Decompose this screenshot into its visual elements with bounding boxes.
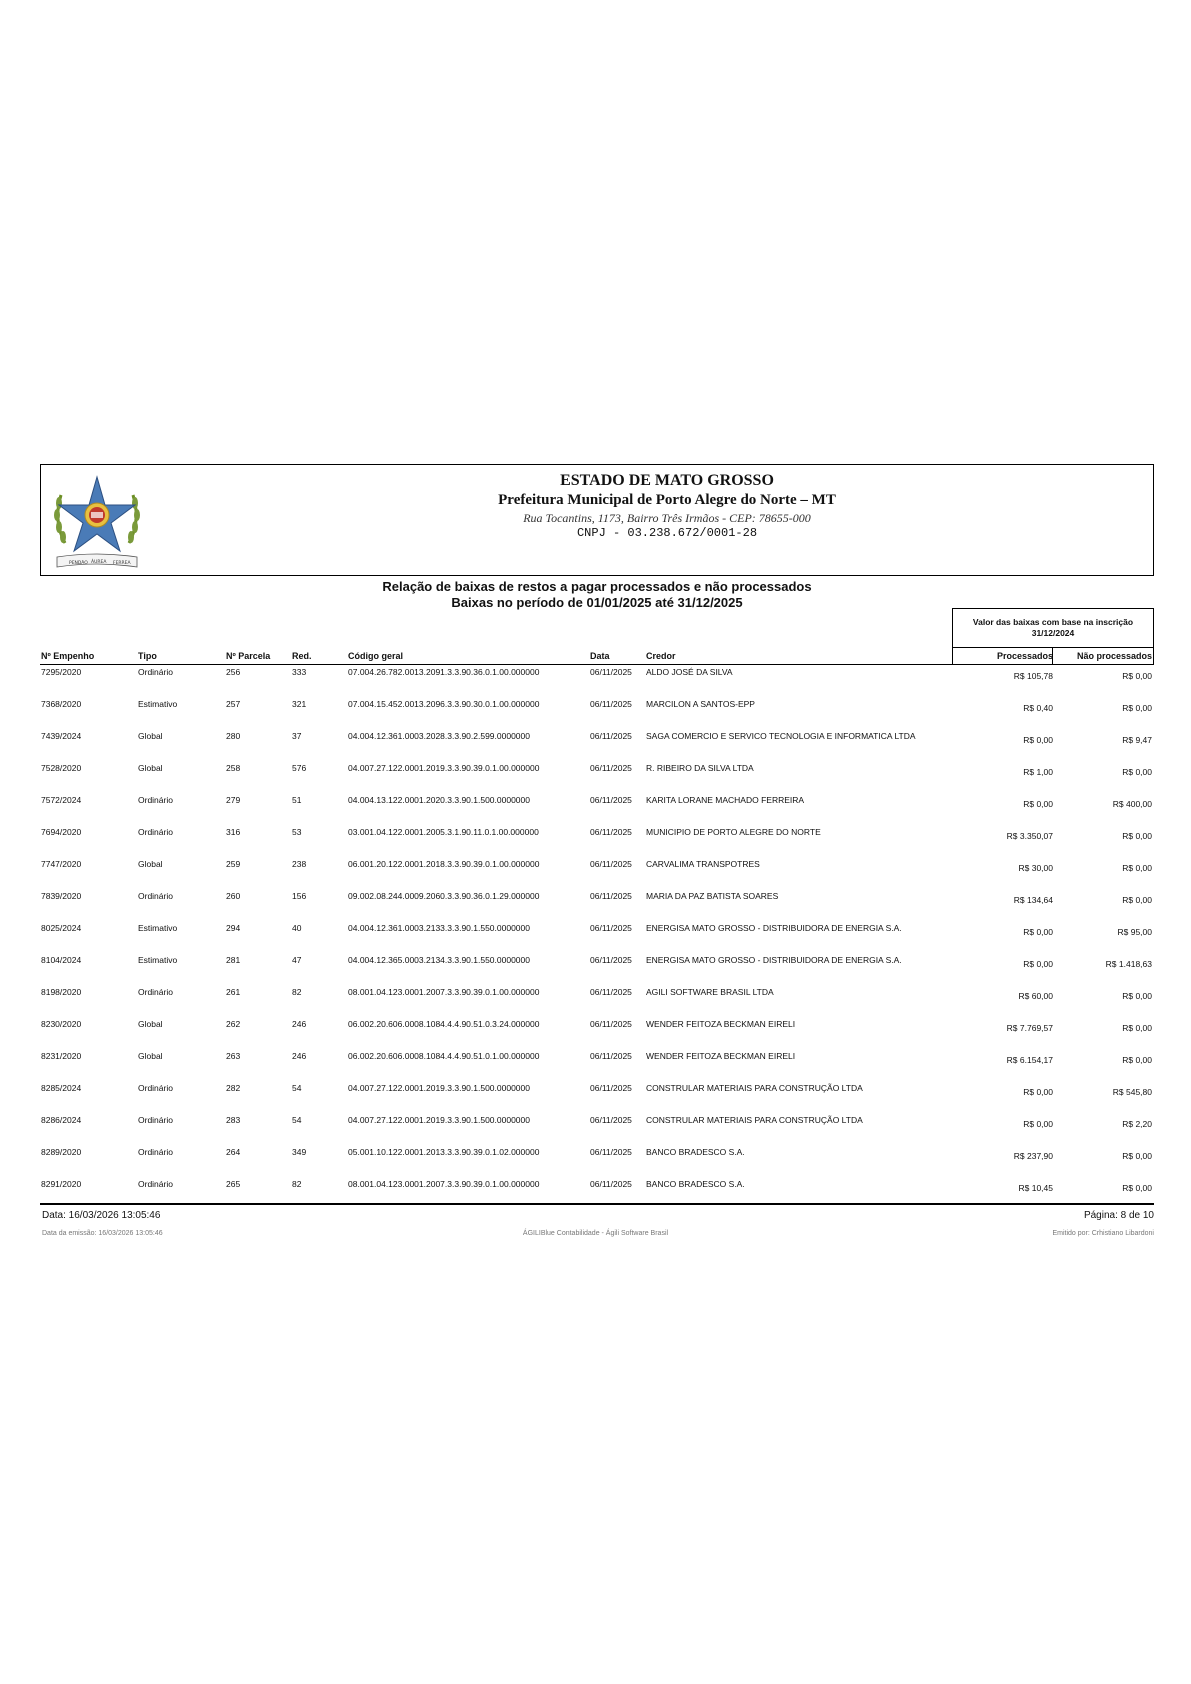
state-name: ESTADO DE MATO GROSSO — [560, 472, 774, 489]
cell-data: 06/11/2025 — [590, 1115, 632, 1125]
svg-text:ÁUREA: ÁUREA — [91, 560, 107, 565]
cell-processados: R$ 0,00 — [1023, 1087, 1053, 1097]
cell-tipo: Ordinário — [138, 667, 173, 677]
footer-page-number: Página: 8 de 10 — [1083, 1210, 1154, 1221]
cell-tipo: Ordinário — [138, 1115, 173, 1125]
cell-processados: R$ 0,00 — [1023, 927, 1053, 937]
cell-tipo: Ordinário — [138, 827, 173, 837]
cell-processados: R$ 0,00 — [1023, 1119, 1053, 1129]
cell-parcela: 279 — [226, 795, 241, 805]
cell-processados: R$ 3.350,07 — [1006, 831, 1053, 841]
cell-tipo: Estimativo — [138, 923, 178, 933]
cell-tipo: Global — [138, 763, 163, 773]
cell-processados: R$ 0,40 — [1023, 703, 1053, 713]
cell-tipo: Ordinário — [138, 1179, 173, 1189]
table-row — [40, 731, 1154, 761]
cell-nao-processados: R$ 0,00 — [1122, 1183, 1152, 1193]
cell-data: 06/11/2025 — [590, 891, 632, 901]
cell-red: 238 — [292, 859, 307, 869]
cell-nao-processados: R$ 0,00 — [1122, 991, 1152, 1001]
table-row — [40, 859, 1154, 889]
cell-processados: R$ 105,78 — [1013, 671, 1053, 681]
cell-credor: WENDER FEITOZA BECKMAN EIRELI — [646, 1019, 796, 1029]
footer-date: Data: 16/03/2026 13:05:46 — [42, 1210, 161, 1221]
cell-parcela: 263 — [226, 1051, 241, 1061]
cell-parcela: 258 — [226, 763, 241, 773]
cell-codigo: 04.004.12.361.0003.2028.3.3.90.2.599.0000000 — [348, 731, 530, 741]
table-row — [40, 795, 1154, 825]
cell-credor: CONSTRULAR MATERIAIS PARA CONSTRUÇÃO LTDA — [646, 1083, 863, 1093]
cell-nao-processados: R$ 0,00 — [1122, 1055, 1152, 1065]
cell-codigo: 07.004.26.782.0013.2091.3.3.90.36.0.1.00.000000 — [348, 667, 540, 677]
cell-empenho: 7439/2024 — [41, 731, 82, 741]
col-red: Red. — [292, 651, 312, 661]
col-empenho: Nº Empenho — [41, 651, 95, 661]
cell-empenho: 8230/2020 — [41, 1019, 82, 1029]
col-processados: Processados — [996, 651, 1053, 661]
cell-tipo: Global — [138, 1019, 163, 1029]
cell-parcela: 265 — [226, 1179, 241, 1189]
cell-parcela: 282 — [226, 1083, 241, 1093]
cell-credor: AGILI SOFTWARE BRASIL LTDA — [646, 987, 774, 997]
prefeitura-name: Prefeitura Municipal de Porto Alegre do Norte – MT — [498, 492, 836, 508]
value-basis-date: 31/12/2024 — [1031, 628, 1075, 638]
cell-parcela: 261 — [226, 987, 241, 997]
report-header — [40, 464, 1154, 576]
cell-data: 06/11/2025 — [590, 1019, 632, 1029]
cell-red: 349 — [292, 1147, 307, 1157]
cell-nao-processados: R$ 1.418,63 — [1105, 959, 1152, 969]
table-row — [40, 667, 1154, 697]
cell-tipo: Ordinário — [138, 795, 173, 805]
cell-data: 06/11/2025 — [590, 859, 632, 869]
cell-data: 06/11/2025 — [590, 1083, 632, 1093]
cell-credor: CARVALIMA TRANSPOTRES — [646, 859, 760, 869]
cell-data: 06/11/2025 — [590, 1179, 632, 1189]
cell-credor: ENERGISA MATO GROSSO - DISTRIBUIDORA DE ENERGIA S.A. — [646, 923, 902, 933]
cell-processados: R$ 10,45 — [1018, 1183, 1053, 1193]
cell-parcela: 294 — [226, 923, 241, 933]
cell-parcela: 260 — [226, 891, 241, 901]
cell-data: 06/11/2025 — [590, 795, 632, 805]
table-row — [40, 1051, 1154, 1081]
col-parcela: Nº Parcela — [226, 651, 271, 661]
cell-empenho: 7368/2020 — [41, 699, 82, 709]
table-row — [40, 1115, 1154, 1145]
cell-processados: R$ 7.769,57 — [1006, 1023, 1053, 1033]
cell-credor: BANCO BRADESCO S.A. — [646, 1147, 745, 1157]
footer-emission-date: Data da emissão: 16/03/2026 13:05:46 — [42, 1230, 163, 1237]
cell-parcela: 259 — [226, 859, 241, 869]
table-row — [40, 923, 1154, 953]
report-title-block — [40, 579, 1154, 611]
cell-codigo: 04.007.27.122.0001.2019.3.3.90.39.0.1.00.000000 — [348, 763, 540, 773]
cell-empenho: 8198/2020 — [41, 987, 82, 997]
cell-codigo: 03.001.04.122.0001.2005.3.1.90.11.0.1.00.000000 — [348, 827, 539, 837]
cell-credor: KARITA LORANE MACHADO FERREIRA — [646, 795, 805, 805]
cell-processados: R$ 237,90 — [1013, 1151, 1053, 1161]
cell-nao-processados: R$ 400,00 — [1112, 799, 1152, 809]
cell-nao-processados: R$ 0,00 — [1122, 895, 1152, 905]
cell-data: 06/11/2025 — [590, 987, 632, 997]
cell-red: 51 — [292, 795, 302, 805]
cell-processados: R$ 0,00 — [1023, 799, 1053, 809]
cell-credor: MARCILON A SANTOS-EPP — [646, 699, 755, 709]
cell-empenho: 7295/2020 — [41, 667, 82, 677]
cell-empenho: 7528/2020 — [41, 763, 82, 773]
cell-tipo: Estimativo — [138, 955, 178, 965]
cell-tipo: Global — [138, 731, 163, 741]
cell-parcela: 280 — [226, 731, 241, 741]
cell-nao-processados: R$ 0,00 — [1122, 767, 1152, 777]
cell-codigo: 08.001.04.123.0001.2007.3.3.90.39.0.1.00.000000 — [348, 1179, 540, 1189]
cell-parcela: 262 — [226, 1019, 241, 1029]
table-row — [40, 827, 1154, 857]
cell-data: 06/11/2025 — [590, 1051, 632, 1061]
table-row — [40, 699, 1154, 729]
cell-codigo: 04.007.27.122.0001.2019.3.3.90.1.500.0000000 — [348, 1115, 530, 1125]
cell-data: 06/11/2025 — [590, 667, 632, 677]
cell-nao-processados: R$ 545,80 — [1112, 1087, 1152, 1097]
cell-processados: R$ 6.154,17 — [1006, 1055, 1053, 1065]
cell-empenho: 8289/2020 — [41, 1147, 82, 1157]
col-codigo: Código geral — [348, 651, 404, 661]
table-row — [40, 1083, 1154, 1113]
cell-nao-processados: R$ 95,00 — [1117, 927, 1152, 937]
municipal-crest-icon — [47, 471, 147, 569]
cell-red: 37 — [292, 731, 302, 741]
svg-text:PENDÃO: PENDÃO — [69, 561, 88, 566]
cell-tipo: Ordinário — [138, 987, 173, 997]
col-credor: Credor — [646, 651, 676, 661]
report-title: Relação de baixas de restos a pagar processados e não processados — [382, 579, 812, 594]
cell-empenho: 8025/2024 — [41, 923, 82, 933]
cell-red: 246 — [292, 1051, 307, 1061]
cell-processados: R$ 60,00 — [1018, 991, 1053, 1001]
table-row — [40, 1019, 1154, 1049]
table-row — [40, 955, 1154, 985]
cell-processados: R$ 0,00 — [1023, 959, 1053, 969]
cell-parcela: 257 — [226, 699, 241, 709]
cell-parcela: 281 — [226, 955, 241, 965]
cell-codigo: 06.002.20.606.0008.1084.4.4.90.51.0.3.24.000000 — [348, 1019, 540, 1029]
cell-empenho: 8285/2024 — [41, 1083, 82, 1093]
cell-tipo: Ordinário — [138, 1147, 173, 1157]
cell-empenho: 7747/2020 — [41, 859, 82, 869]
cell-red: 246 — [292, 1019, 307, 1029]
table-header — [40, 650, 1154, 665]
cell-red: 40 — [292, 923, 302, 933]
cell-codigo: 07.004.15.452.0013.2096.3.3.90.30.0.1.00.000000 — [348, 699, 540, 709]
cell-processados: R$ 0,00 — [1023, 735, 1053, 745]
cell-data: 06/11/2025 — [590, 923, 632, 933]
cell-processados: R$ 30,00 — [1018, 863, 1053, 873]
cell-credor: ENERGISA MATO GROSSO - DISTRIBUIDORA DE ENERGIA S.A. — [646, 955, 902, 965]
cell-red: 47 — [292, 955, 302, 965]
cell-empenho: 8291/2020 — [41, 1179, 82, 1189]
report-period: Baixas no período de 01/01/2025 até 31/12/2025 — [451, 595, 743, 610]
cell-data: 06/11/2025 — [590, 1147, 632, 1157]
col-nao-processados: Não processados — [1076, 651, 1152, 661]
table-bottom-rule — [40, 1203, 1154, 1205]
cell-credor: ALDO JOSÉ DA SILVA — [646, 667, 733, 677]
value-basis-label: Valor das baixas com base na inscrição — [972, 617, 1134, 627]
cell-parcela: 256 — [226, 667, 241, 677]
cell-nao-processados: R$ 2,20 — [1122, 1119, 1152, 1129]
col-tipo: Tipo — [138, 651, 157, 661]
cell-red: 576 — [292, 763, 307, 773]
cell-red: 53 — [292, 827, 302, 837]
cell-red: 54 — [292, 1083, 302, 1093]
cell-nao-processados: R$ 0,00 — [1122, 1023, 1152, 1033]
cell-codigo: 05.001.10.122.0001.2013.3.3.90.39.0.1.02.000000 — [348, 1147, 540, 1157]
cell-parcela: 283 — [226, 1115, 241, 1125]
cell-data: 06/11/2025 — [590, 827, 632, 837]
cell-parcela: 316 — [226, 827, 241, 837]
footer-emitted-by: Emitido por: Crhistiano Libardoni — [1052, 1230, 1154, 1237]
cell-credor: R. RIBEIRO DA SILVA LTDA — [646, 763, 754, 773]
cell-red: 156 — [292, 891, 307, 901]
cell-tipo: Estimativo — [138, 699, 178, 709]
cell-empenho: 8286/2024 — [41, 1115, 82, 1125]
cell-nao-processados: R$ 9,47 — [1122, 735, 1152, 745]
cell-red: 54 — [292, 1115, 302, 1125]
cell-red: 333 — [292, 667, 307, 677]
cell-data: 06/11/2025 — [590, 955, 632, 965]
prefeitura-cnpj: CNPJ - 03.238.672/0001-28 — [576, 526, 758, 540]
cell-tipo: Ordinário — [138, 891, 173, 901]
prefeitura-address: Rua Tocantins, 1173, Bairro Três Irmãos - CEP: 78655-000 — [523, 511, 811, 525]
cell-codigo: 06.001.20.122.0001.2018.3.3.90.39.0.1.00.000000 — [348, 859, 540, 869]
cell-data: 06/11/2025 — [590, 731, 632, 741]
cell-codigo: 08.001.04.123.0001.2007.3.3.90.39.0.1.00.000000 — [348, 987, 540, 997]
footer-software: ÁGILIBlue Contabilidade - Ágili Software Brasil — [522, 1230, 669, 1237]
cell-red: 82 — [292, 987, 302, 997]
cell-credor: BANCO BRADESCO S.A. — [646, 1179, 745, 1189]
cell-red: 82 — [292, 1179, 302, 1189]
table-row — [40, 1147, 1154, 1177]
cell-empenho: 7572/2024 — [41, 795, 82, 805]
cell-empenho: 8104/2024 — [41, 955, 82, 965]
cell-empenho: 7694/2020 — [41, 827, 82, 837]
cell-nao-processados: R$ 0,00 — [1122, 1151, 1152, 1161]
cell-codigo: 04.007.27.122.0001.2019.3.3.90.1.500.0000000 — [348, 1083, 530, 1093]
cell-nao-processados: R$ 0,00 — [1122, 863, 1152, 873]
cell-parcela: 264 — [226, 1147, 241, 1157]
cell-credor: WENDER FEITOZA BECKMAN EIRELI — [646, 1051, 796, 1061]
cell-codigo: 04.004.12.361.0003.2133.3.3.90.1.550.0000000 — [348, 923, 530, 933]
table-row — [40, 763, 1154, 793]
cell-credor: MARIA DA PAZ BATISTA SOARES — [646, 891, 779, 901]
cell-tipo: Global — [138, 859, 163, 869]
cell-empenho: 7839/2020 — [41, 891, 82, 901]
cell-credor: CONSTRULAR MATERIAIS PARA CONSTRUÇÃO LTDA — [646, 1115, 863, 1125]
cell-processados: R$ 134,64 — [1013, 895, 1053, 905]
cell-nao-processados: R$ 0,00 — [1122, 703, 1152, 713]
cell-nao-processados: R$ 0,00 — [1122, 671, 1152, 681]
svg-text:FERREA: FERREA — [113, 561, 131, 566]
cell-credor: MUNICIPIO DE PORTO ALEGRE DO NORTE — [646, 827, 821, 837]
cell-processados: R$ 1,00 — [1023, 767, 1053, 777]
table-row — [40, 891, 1154, 921]
cell-codigo: 04.004.12.365.0003.2134.3.3.90.1.550.0000000 — [348, 955, 530, 965]
table-row — [40, 1179, 1154, 1209]
value-basis-box — [952, 608, 1154, 648]
col-data: Data — [590, 651, 610, 661]
cell-codigo: 06.002.20.606.0008.1084.4.4.90.51.0.1.00.000000 — [348, 1051, 540, 1061]
cell-codigo: 09.002.08.244.0009.2060.3.3.90.36.0.1.29.000000 — [348, 891, 540, 901]
cell-data: 06/11/2025 — [590, 699, 632, 709]
table-row — [40, 987, 1154, 1017]
cell-credor: SAGA COMERCIO E SERVICO TECNOLOGIA E INFORMATICA LTDA — [646, 731, 916, 741]
cell-tipo: Global — [138, 1051, 163, 1061]
cell-empenho: 8231/2020 — [41, 1051, 82, 1061]
cell-nao-processados: R$ 0,00 — [1122, 831, 1152, 841]
cell-codigo: 04.004.13.122.0001.2020.3.3.90.1.500.0000000 — [348, 795, 530, 805]
cell-data: 06/11/2025 — [590, 763, 632, 773]
cell-tipo: Ordinário — [138, 1083, 173, 1093]
cell-red: 321 — [292, 699, 307, 709]
